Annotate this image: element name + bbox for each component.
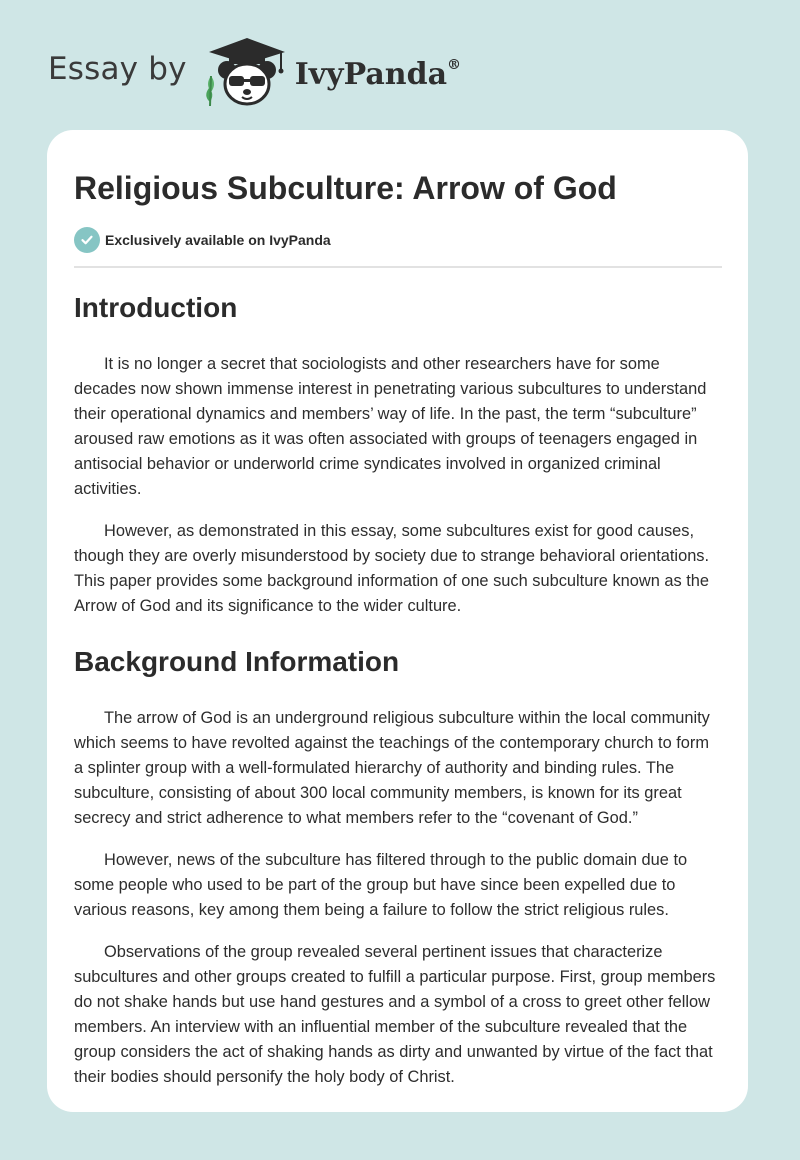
brand-name-text: IvyPanda	[294, 56, 448, 92]
section-introduction	[74, 289, 722, 619]
essay-title: Religious Subculture: Arrow of God	[74, 170, 617, 206]
section-heading: Background Information	[74, 646, 400, 677]
ivypanda-logo-link[interactable]	[201, 36, 461, 108]
check-circle-icon	[74, 227, 100, 253]
section-background-information	[74, 643, 722, 1090]
paragraph: Observations of the group revealed several pertinent issues that characterize subcultures and other groups created to fulfill a particular purpose. First, group members do not shake hands but use hand gestures and a symbol of a cross to greet other fellow members. An interview with an influential member of the subculture revealed that the group considers the act of shaking hands as dirty and unwanted by virtue of the fact that their bodies should personify the holy body of Christ.	[74, 943, 716, 1086]
paragraph: It is no longer a secret that sociologists and other researchers have for some decades now shown immense interest in penetrating various subcultures to understand their operational dynamics and members’ way of life. In the past, the term “subculture” aroused raw emotions as it was often associated with groups of teenagers engaged in antisocial behavior or underworld crime syndicates involved in organized criminal activities.	[74, 355, 707, 498]
panda-graduate-logo-icon	[201, 36, 293, 108]
title-divider	[74, 266, 722, 268]
registered-mark: ®	[447, 56, 462, 73]
paragraph: The arrow of God is an underground religious subculture within the local community which seems to have revolted against the teachings of the contemporary church to form a splinter group with a well-formulated hierarchy of authority and binding rules. The subculture, consisting of about 300 local community members, is known for its great secrecy and strict adherence to what members refer to the “covenant of God.”	[74, 709, 710, 827]
paragraph: However, as demonstrated in this essay, some subcultures exist for good causes, though they are overly misunderstood by society due to strange behavioral orientations. This paper provides some background information of one such subculture known as the Arrow of God and its significance to the wider culture.	[74, 522, 710, 615]
essay-card	[47, 130, 748, 1112]
brand-name	[295, 57, 461, 92]
brand-prefix: Essay by	[48, 51, 187, 87]
paragraph: However, news of the subculture has filtered through to the public domain due to some people who used to be part of the group but have since been expelled due to various reasons, key among them being a failure to follow the strict religious rules.	[74, 851, 688, 919]
exclusive-badge	[74, 226, 722, 254]
brand-header	[48, 36, 461, 108]
section-heading: Introduction	[74, 292, 238, 323]
exclusive-badge-text: Exclusively available on IvyPanda	[105, 232, 331, 248]
